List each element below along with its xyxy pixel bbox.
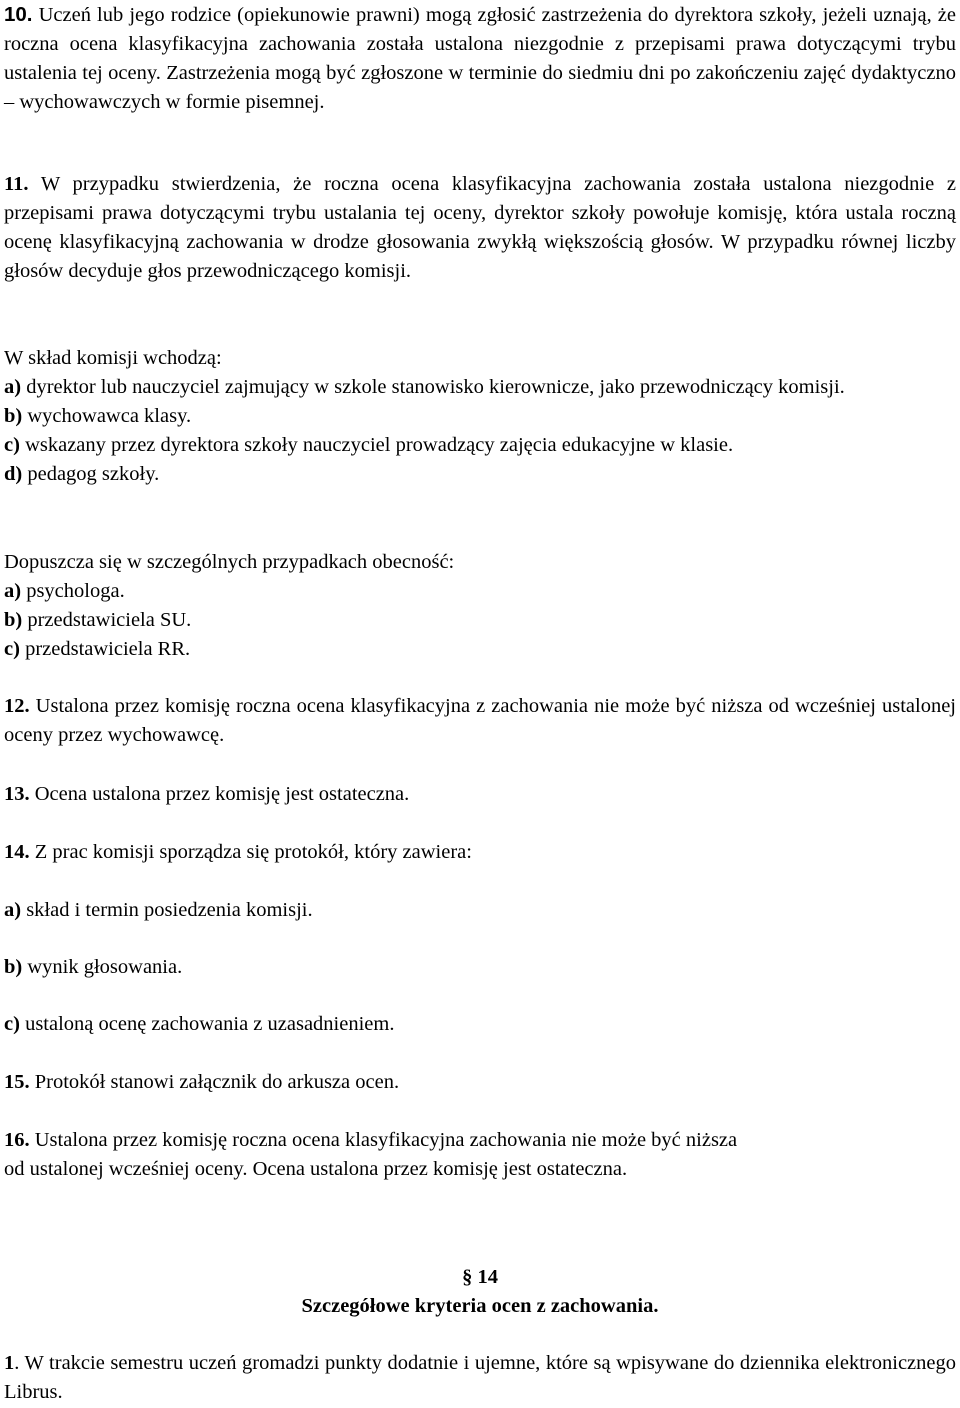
paragraph-text: Protokół stanowi załącznik do arkusza ocen.: [29, 1071, 400, 1093]
item-text: wskazany przez dyrektora szkoły nauczyciel prowadzący zajęcia edukacyjne w klasie.: [19, 434, 734, 456]
committee-composition: [4, 344, 956, 489]
paragraph-13: [4, 780, 956, 809]
section-paragraph-1: [4, 1349, 956, 1407]
item-text: dyrektor lub nauczyciel zajmujący w szkole stanowisko kierownicze, jako przewodniczący komisji.: [21, 376, 845, 398]
item-text: pedagog szkoły.: [22, 463, 160, 485]
paragraph-text: W przypadku stwierdzenia, że roczna ocena klasyfikacyjna zachowania została ustalona niezgodnie z przepisami prawa dotyczącymi trybu ustalania tej oceny, dyrektor szkoły powołuje komisję, która ustala roczną ocenę klasyfikacyjną zachowania w drodze głosowania zwykłą większością głosów. W przypadku równej liczby głosów decyduje głos przewodniczącego komisji.: [4, 173, 956, 282]
paragraph-14: [4, 838, 956, 867]
list-item: [4, 953, 956, 982]
item-text: ustaloną ocenę zachowania z uzasadnieniem.: [19, 1013, 395, 1035]
item-letter: a): [4, 376, 22, 398]
paragraph-11: [4, 170, 956, 286]
list-item: [4, 431, 956, 460]
attendance-intro: Dopuszcza się w szczególnych przypadkach obecność:: [4, 551, 455, 573]
paragraph-16: [4, 1126, 956, 1184]
section-heading: [0, 1263, 960, 1321]
item-letter: a): [4, 899, 22, 921]
item-letter: d): [4, 463, 23, 485]
paragraph-number: 16.: [4, 1129, 30, 1151]
item-letter: b): [4, 956, 23, 978]
paragraph-line: [4, 1126, 956, 1155]
list-item: [4, 577, 956, 606]
section-title: Szczegółowe kryteria ocen z zachowania.: [301, 1295, 659, 1317]
item-letter: b): [4, 609, 23, 631]
paragraph-number: 10.: [4, 3, 33, 26]
item-letter: c): [4, 434, 20, 456]
paragraph-text: Uczeń lub jego rodzice (opiekunowie prawni) mogą zgłosić zastrzeżenia do dyrektora szkoły, jeżeli uznają, że roczna ocena klasyfikacyjna zachowania została ustalona niezgodnie z przepisami prawa dotyczącymi trybu ustalenia tej oceny. Zastrzeżenia mogą być zgłoszone w terminie do siedmiu dni po zakończeniu zajęć dydaktyczno – wychowawczych w formie pisemnej.: [4, 4, 956, 113]
list-item: [4, 460, 956, 489]
list-item: [4, 635, 956, 664]
item-letter: c): [4, 1013, 20, 1035]
item-text: wynik głosowania.: [22, 956, 183, 978]
item-text: przedstawiciela SU.: [22, 609, 192, 631]
item-text: wychowawca klasy.: [22, 405, 192, 427]
paragraph-number: 12.: [4, 695, 30, 717]
paragraph-number: 11.: [4, 173, 29, 195]
paragraph-15: [4, 1068, 956, 1097]
item-text: skład i termin posiedzenia komisji.: [21, 899, 313, 921]
paragraph-10: [4, 0, 956, 117]
paragraph-text: Z prac komisji sporządza się protokół, który zawiera:: [29, 841, 472, 863]
paragraph-number: 15.: [4, 1071, 30, 1093]
list-item: [4, 1010, 956, 1039]
item-text: psychologa.: [21, 580, 125, 602]
paragraph-number: 14.: [4, 841, 30, 863]
paragraph-number: 1: [4, 1352, 15, 1374]
paragraph-text: Ocena ustalona przez komisję jest ostateczna.: [29, 783, 410, 805]
list-item: [4, 896, 956, 925]
item-letter: c): [4, 638, 20, 660]
item-letter: a): [4, 580, 22, 602]
paragraph-text: Ustalona przez komisję roczna ocena klasyfikacyjna z zachowania nie może być niższa od wcześniej ustalonej oceny przez wychowawcę.: [4, 695, 956, 746]
paragraph-12: [4, 692, 956, 750]
paragraph-line: od ustalonej wcześniej oceny. Ocena ustalona przez komisję jest ostateczna.: [4, 1158, 628, 1180]
list-item: [4, 402, 956, 431]
item-letter: b): [4, 405, 23, 427]
committee-intro: W skład komisji wchodzą:: [4, 347, 222, 369]
paragraph-text: . W trakcie semestru uczeń gromadzi punkty dodatnie i ujemne, które są wpisywane do dziennika elektronicznego Librus.: [4, 1352, 956, 1403]
list-item: [4, 373, 956, 402]
paragraph-text: Ustalona przez komisję roczna ocena klasyfikacyjna zachowania nie może być niższa: [29, 1129, 738, 1151]
item-text: przedstawiciela RR.: [19, 638, 191, 660]
list-item: [4, 606, 956, 635]
section-number: § 14: [462, 1266, 498, 1288]
attendance-list: [4, 548, 956, 664]
paragraph-number: 13.: [4, 783, 30, 805]
